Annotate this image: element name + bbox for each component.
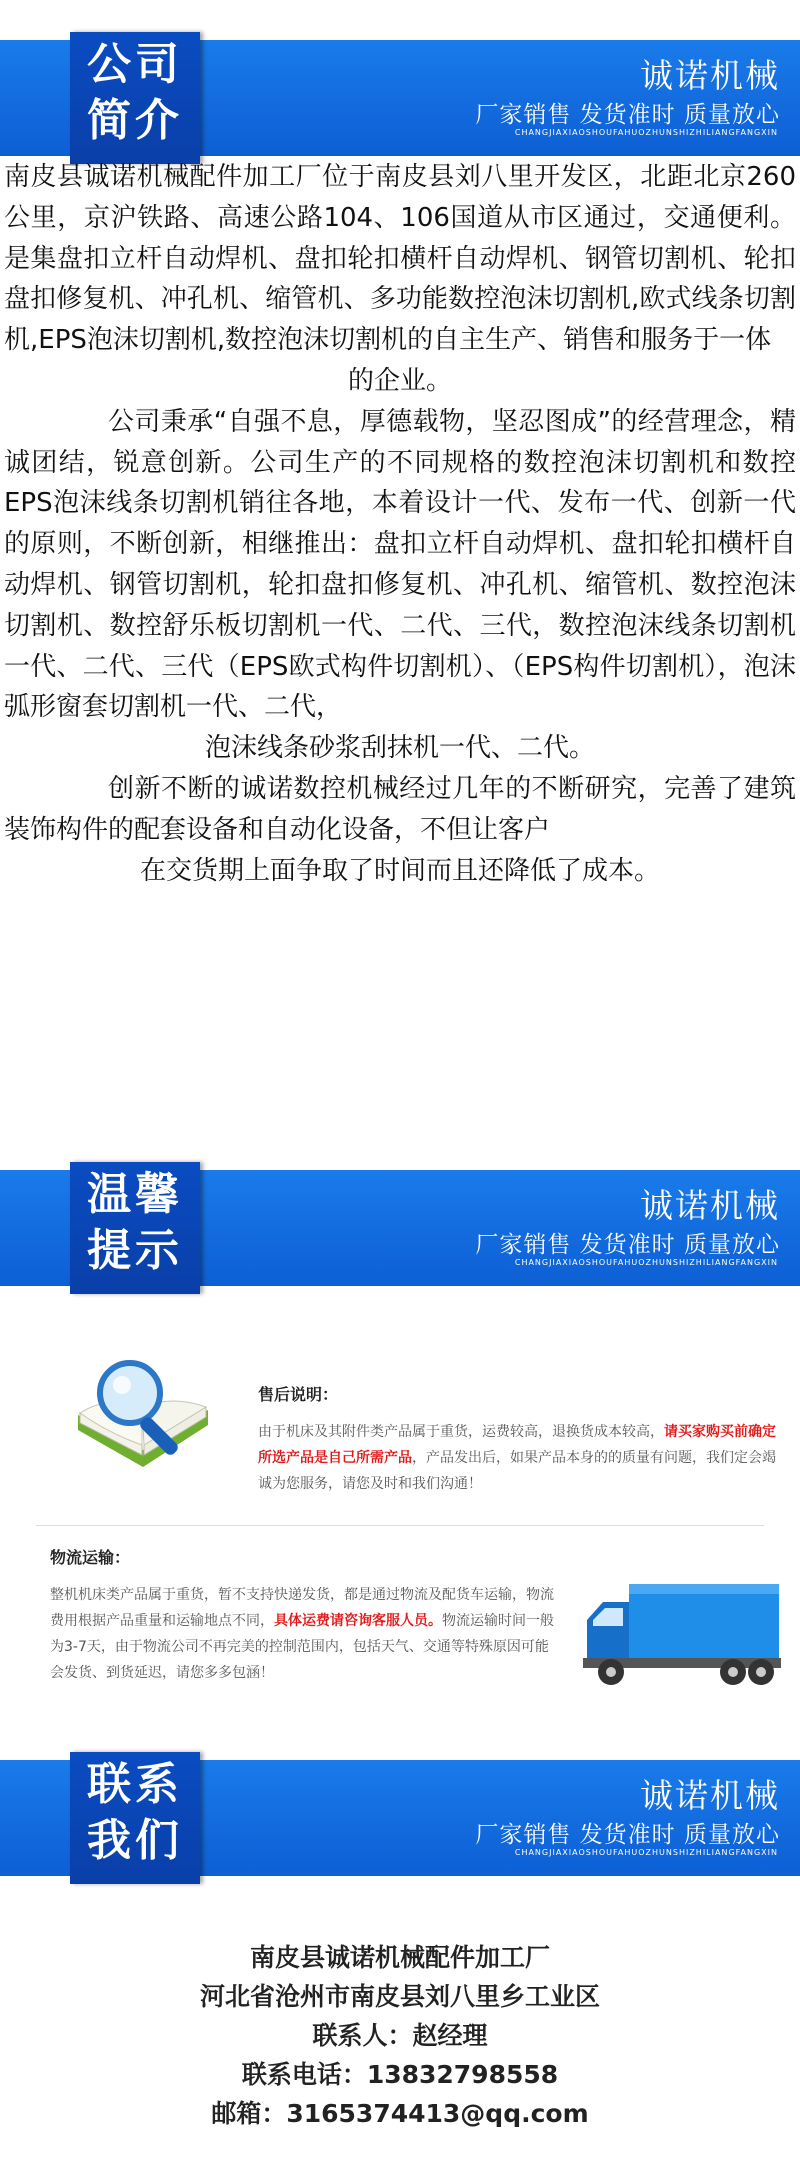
logistics-text-b: 物流运输时间一般为3-7天，由于物流公司不再完美的控制范围内，包括天气、交通等特殊原因可能会发货、到货延迟，请您多多包涵！ — [50, 1613, 554, 1681]
delivery-truck-icon — [583, 1580, 783, 1695]
intro-paragraph-3: 创新不断的诚诺数控机械经过几年的不断研究，完善了建筑装饰构件的配套设备和自动化设备，不但让客户 — [4, 773, 796, 845]
logistics-text-highlight: 具体运费请咨询客服人员。 — [274, 1613, 442, 1629]
banner-brand: 诚诺机械 — [640, 1186, 780, 1225]
after-sales-text-highlight: 请买家购买前确定所选产品是自己所需产品 — [258, 1424, 776, 1466]
intro-paragraph-1-end: 的企业。 — [347, 365, 452, 396]
banner-pinyin: CHANGJIAXIAOSHOUFAHUOZHUNSHIZHILIANGFANGXIN — [514, 1258, 778, 1267]
after-sales-text-a: 由于机床及其附件类产品属于重货，运费较高，退换货成本较高， — [258, 1424, 664, 1440]
intro-paragraph-3-end: 在交货期上面争取了时间而且还降低了成本。 — [139, 855, 660, 886]
banner-badge — [70, 1162, 200, 1294]
banner-title-line2: 我们 — [87, 1815, 183, 1866]
logistics-notice — [50, 1545, 560, 1686]
section-banner-contact — [0, 1760, 800, 1876]
contact-info — [0, 1938, 800, 2133]
intro-paragraph-2-end: 泡沫线条砂浆刮抹机一代、二代。 — [204, 733, 595, 764]
contact-phone[interactable]: 联系电话：13832798558 — [241, 2060, 559, 2089]
logistics-text — [50, 1582, 560, 1686]
logistics-text-a: 整机机床类产品属于重货，暂不支持快递发货，都是通过物流及配货车运输，物流费用根据产品重量和运输地点不同， — [50, 1587, 554, 1629]
contact-email[interactable]: 邮箱：3165374413@qq.com — [211, 2099, 589, 2128]
banner-slogan: 厂家销售 发货准时 质量放心 — [475, 1232, 780, 1258]
banner-badge — [70, 1752, 200, 1884]
intro-paragraph-1: 南皮县诚诺机械配件加工厂位于南皮县刘八里开发区，北距北京260公里，京沪铁路、高速公路104、106国道从市区通过，交通便利。是集盘扣立杆自动焊机、盘扣轮扣横杆自动焊机、钢管切割机、轮扣盘扣修复机、冲孔机、缩管机、多功能数控泡沫切割机,欧式线条切割机,EPS泡沫切割机,数控泡沫切割机的自主生产、销售和服务于一体 — [4, 162, 796, 356]
section-banner-notice — [0, 1170, 800, 1286]
banner-badge — [70, 32, 200, 164]
section-banner-company-intro — [0, 40, 800, 156]
banner-pinyin: CHANGJIAXIAOSHOUFAHUOZHUNSHIZHILIANGFANGXIN — [514, 1848, 778, 1857]
banner-title-line1: 温馨 — [87, 1169, 183, 1220]
after-sales-title: 售后说明： — [258, 1385, 339, 1404]
banner-slogan: 厂家销售 发货准时 质量放心 — [475, 102, 780, 128]
after-sales-notice — [258, 1382, 778, 1497]
contact-person: 联系人：赵经理 — [312, 2021, 488, 2050]
banner-brand: 诚诺机械 — [640, 56, 780, 95]
banner-title-line2: 提示 — [87, 1225, 183, 1276]
banner-brand: 诚诺机械 — [640, 1776, 780, 1815]
after-sales-text-b: ，产品发出后，如果产品本身的的质量有问题，我们定会竭诚为您服务，请您及时和我们沟通！ — [258, 1450, 776, 1492]
banner-title-line1: 公司 — [87, 39, 183, 90]
notice-divider — [36, 1525, 764, 1526]
after-sales-text — [258, 1419, 778, 1497]
intro-paragraph-2: 公司秉承“自强不息，厚德载物，坚忍图成”的经营理念，精诚团结，锐意创新。公司生产的不同规格的数控泡沫切割机和数控EPS泡沫线条切割机销往各地，本着设计一代、发布一代、创新一代的原则，不断创新，相继推出：盘扣立杆自动焊机、盘扣轮扣横杆自动焊机、钢管切割机，轮扣盘扣修复机、冲孔机、缩管机、数控泡沫切割机、数控舒乐板切割机一代、二代、三代，数控泡沫线条切割机一代、二代、三代（EPS欧式构件切割机）、（EPS构件切割机），泡沫弧形窗套切割机一代、二代， — [4, 406, 796, 723]
magnifier-book-icon — [68, 1355, 218, 1490]
company-intro — [0, 157, 800, 891]
banner-title-line1: 联系 — [87, 1759, 183, 1810]
logistics-title: 物流运输： — [50, 1548, 131, 1567]
contact-company: 南皮县诚诺机械配件加工厂 — [249, 1943, 550, 1972]
contact-address: 河北省沧州市南皮县刘八里乡工业区 — [199, 1982, 600, 2011]
banner-title-line2: 简介 — [87, 95, 183, 146]
banner-slogan: 厂家销售 发货准时 质量放心 — [475, 1822, 780, 1848]
banner-pinyin: CHANGJIAXIAOSHOUFAHUOZHUNSHIZHILIANGFANGXIN — [514, 128, 778, 137]
